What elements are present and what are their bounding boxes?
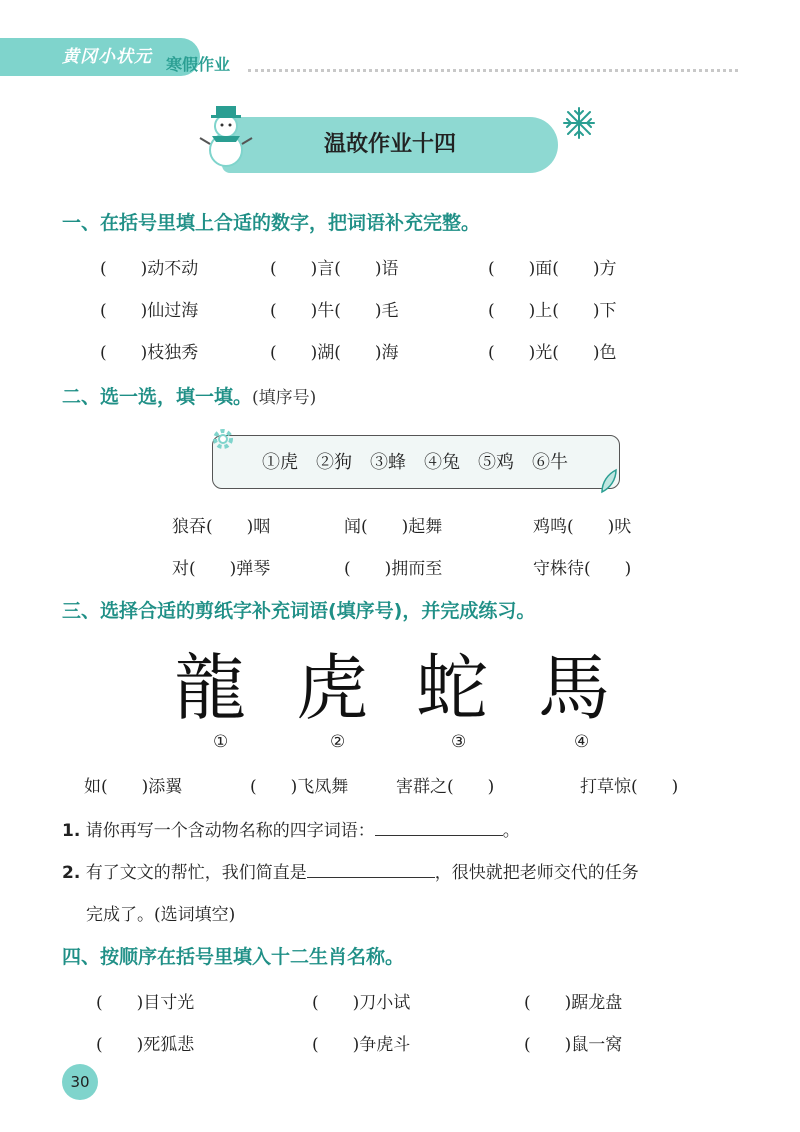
header-divider [248,69,738,72]
s3-fill-4: 打草惊( ) [580,777,679,797]
section-2-title: 二、选一选，填一填。 [62,386,253,408]
s2-r1-c2: 闻( )起舞 [344,517,443,537]
q1-blank[interactable] [375,819,503,836]
section-3-heading: 三、选择合适的剪纸字补充词语(填序号)，并完成练习。 [62,600,536,622]
s1-r1-c2: ( )言( )语 [270,259,399,279]
s3-fill-3: 害群之( ) [396,777,495,797]
q2-text-a: 有了文文的帮忙，我们简直是 [85,863,307,883]
s4-r1-c3: ( )踞龙盘 [524,993,623,1013]
s3-fill-1: 如( )添翼 [84,777,183,797]
question-2 [62,858,639,883]
section-4-heading: 四、按顺序在括号里填入十二生肖名称。 [62,946,405,968]
papercut-snake: 蛇 [416,646,489,730]
snowflake-icon [562,106,596,140]
papercut-num-1: ① [213,732,229,752]
s4-r2-c2: ( )争虎斗 [312,1035,411,1055]
header-subject: 寒假作业 [166,55,231,74]
s3-fill-2: ( )飞凤舞 [250,777,349,797]
q2-number: 2. [62,863,81,883]
s1-r2-c3: ( )上( )下 [488,301,617,321]
q2-blank[interactable] [307,861,435,878]
s2-r1-c1: 狼吞( )咽 [172,517,271,537]
s4-r2-c3: ( )鼠一窝 [524,1035,623,1055]
s1-r3-c1: ( )枝独秀 [100,343,199,363]
s2-r1-c3: 鸡鸣( )吠 [533,517,632,537]
page-number: 30 [62,1064,98,1100]
section-2-heading [62,382,316,409]
section-1-heading: 一、在括号里填上合适的数字，把词语补充完整。 [62,212,481,234]
papercut-dragon: 龍 [174,646,247,730]
page-title: 温故作业十四 [323,132,456,157]
question-1 [62,816,520,841]
choices-list: ①虎 ②狗 ③蜂 ④兔 ⑤鸡 ⑥牛 [262,452,568,473]
q1-text: 请你再写一个含动物名称的四字词语： [85,821,375,841]
s2-r2-c1: 对( )弹琴 [172,559,271,579]
q1-number: 1. [62,821,81,841]
s1-r1-c1: ( )动不动 [100,259,199,279]
q1-end: 。 [502,821,520,841]
series-logo: 黄冈小状元 [62,47,152,67]
s1-r1-c3: ( )面( )方 [488,259,617,279]
s4-r1-c2: ( )刀小试 [312,993,411,1013]
s1-r2-c1: ( )仙过海 [100,301,199,321]
s1-r2-c2: ( )牛( )毛 [270,301,399,321]
s4-r1-c1: ( )目寸光 [96,993,195,1013]
s1-r3-c3: ( )光( )色 [488,343,617,363]
s1-r3-c2: ( )湖( )海 [270,343,399,363]
papercut-horse: 馬 [538,646,611,730]
section-2-note: (填序号) [252,388,317,408]
s2-r2-c3: 守株待( ) [533,559,632,579]
papercut-num-3: ③ [451,732,467,752]
s4-r2-c1: ( )死狐悲 [96,1035,195,1055]
q2-continuation: 完成了。(选词填空) [86,905,236,925]
s2-r2-c2: ( )拥而至 [344,559,443,579]
papercut-num-2: ② [330,732,346,752]
q2-text-b: ，很快就把老师交代的任务 [434,863,639,883]
papercut-tiger: 虎 [296,646,369,730]
papercut-num-4: ④ [574,732,590,752]
